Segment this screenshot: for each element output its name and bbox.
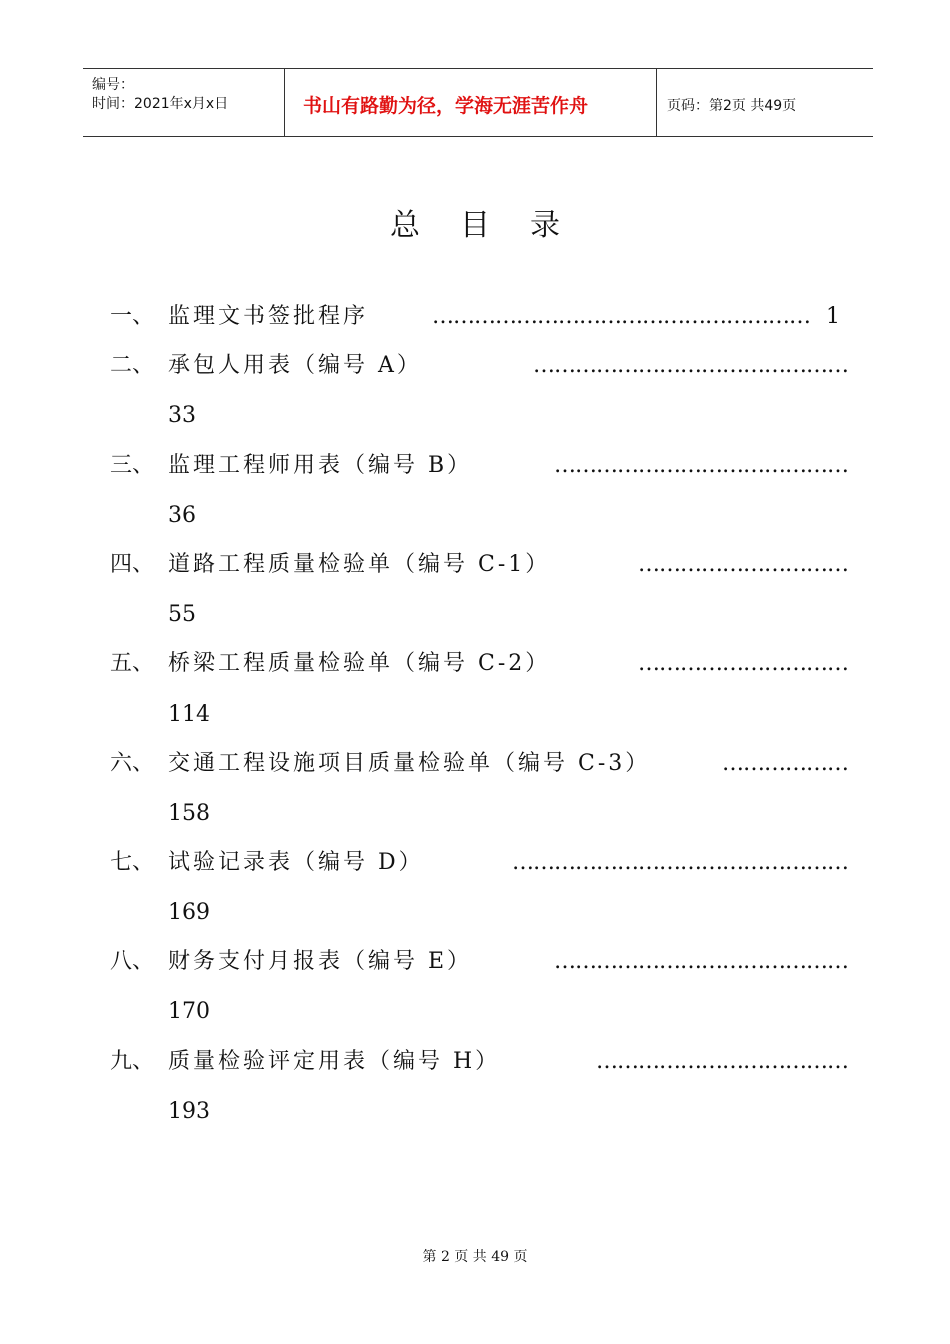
header-meta-cell xyxy=(83,69,285,136)
toc-entry-title: 质量检验评定用表（编号 H） xyxy=(168,1049,501,1074)
toc-leader-dots: ………………………………………… xyxy=(512,850,848,875)
toc-entry[interactable] xyxy=(110,1045,848,1079)
toc-entry-number: 二、 xyxy=(110,353,155,378)
toc-entry-number: 四、 xyxy=(110,552,155,577)
toc-entry-number: 六、 xyxy=(110,751,155,776)
number-label: 编号： xyxy=(92,77,134,93)
toc-entry-title: 桥梁工程质量检验单（编号 C-2） xyxy=(168,651,551,676)
toc-leader-dots: …………………………………… xyxy=(554,453,848,478)
toc-entry[interactable] xyxy=(110,300,848,334)
toc-page-number: 33 xyxy=(168,403,196,428)
toc-entry-title: 交通工程设施项目质量检验单（编号 C-3） xyxy=(168,751,651,776)
toc-entry-title: 监理工程师用表（编号 B） xyxy=(168,453,473,478)
page-footer: 第 2 页 共 49 页 xyxy=(422,1249,528,1265)
toc-entry[interactable] xyxy=(110,846,848,880)
toc-page-number: 114 xyxy=(168,702,210,727)
toc-page-number: 1 xyxy=(826,304,840,329)
toc-entry[interactable] xyxy=(110,548,848,582)
toc-entry-number: 八、 xyxy=(110,949,155,974)
toc-entry[interactable] xyxy=(110,349,848,383)
header-motto-cell xyxy=(285,69,657,136)
toc-entry[interactable] xyxy=(110,945,848,979)
toc-page-number: 36 xyxy=(168,503,196,528)
toc-leader-dots: ……………………………………… xyxy=(533,353,848,378)
toc-entry-title: 监理文书签批程序 xyxy=(168,304,369,329)
header-page-cell xyxy=(657,69,873,136)
toc-entry[interactable] xyxy=(110,449,848,483)
toc-leader-dots: ………………………… xyxy=(638,651,848,676)
toc-page-number: 193 xyxy=(168,1099,210,1124)
toc-entry-number: 七、 xyxy=(110,850,155,875)
toc-entry[interactable] xyxy=(110,647,848,681)
toc-leader-dots: …………………………………… xyxy=(554,949,848,974)
toc-leader-dots: ……………………………… xyxy=(596,1049,848,1074)
toc-entry[interactable] xyxy=(110,747,848,781)
time-label: 时间：2021年x月x日 xyxy=(92,96,229,112)
toc-leader-dots: ……………… xyxy=(722,751,848,776)
motto-text: 书山有路勤为径，学海无涯苦作舟 xyxy=(303,95,589,117)
toc-entry-title: 试验记录表（编号 D） xyxy=(168,850,424,875)
toc-entry-number: 三、 xyxy=(110,453,155,478)
toc-page-number: 158 xyxy=(168,801,210,826)
toc-leader-dots: ……………………………………………… xyxy=(432,304,810,329)
page-header xyxy=(83,68,873,137)
toc-entry-number: 一、 xyxy=(110,304,155,329)
toc-entry-title: 道路工程质量检验单（编号 C-1） xyxy=(168,552,551,577)
toc-leader-dots: ………………………… xyxy=(638,552,848,577)
toc-entry-number: 五、 xyxy=(110,651,155,676)
toc-entry-title: 承包人用表（编号 A） xyxy=(168,353,422,378)
page-info: 页码：第2页 共49页 xyxy=(667,98,797,114)
toc-entry-title: 财务支付月报表（编号 E） xyxy=(168,949,473,974)
page-title: 总目录 xyxy=(390,208,600,243)
toc-entry-number: 九、 xyxy=(110,1049,155,1074)
toc-page-number: 170 xyxy=(168,999,210,1024)
toc-page-number: 55 xyxy=(168,602,196,627)
toc-page-number: 169 xyxy=(168,900,210,925)
